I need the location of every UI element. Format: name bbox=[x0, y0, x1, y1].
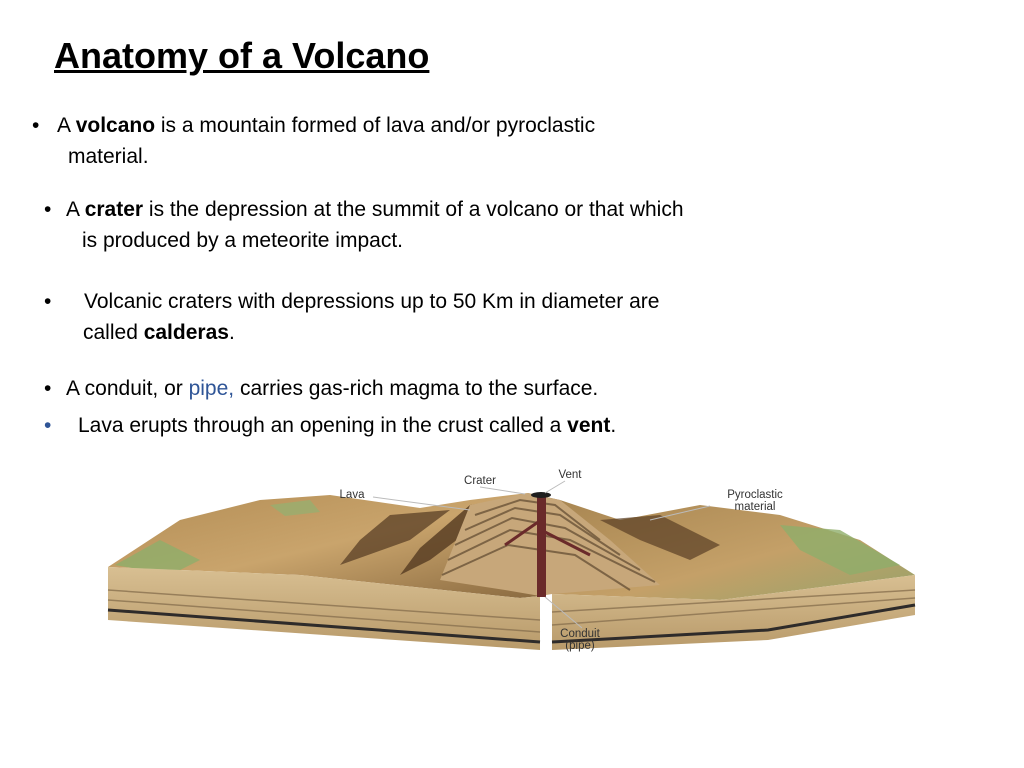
term-volcano: volcano bbox=[75, 114, 156, 137]
bullet-text: A conduit, or bbox=[66, 377, 189, 400]
bullet-text: . bbox=[610, 414, 617, 437]
conduit-pipe bbox=[537, 497, 546, 597]
page-title: Anatomy of a Volcano bbox=[54, 35, 430, 76]
term-crater: crater bbox=[84, 198, 144, 221]
bullet-text: A bbox=[66, 198, 85, 221]
term-pipe: pipe, bbox=[188, 377, 235, 400]
term-calderas: calderas bbox=[143, 321, 229, 344]
bullet-text: is a mountain formed of lava and/or pyroclastic bbox=[155, 114, 596, 137]
bullet-text-continued: is produced by a meteorite impact. bbox=[82, 229, 403, 252]
bullet-marker: • bbox=[44, 377, 52, 400]
label-vent: Vent bbox=[558, 469, 582, 481]
bullet-text: . bbox=[228, 321, 235, 344]
vent-opening bbox=[531, 492, 551, 498]
bullet-marker: • bbox=[44, 290, 52, 313]
bullet-marker: • bbox=[32, 114, 40, 137]
label-pyroclastic-line1: Pyroclastic bbox=[727, 489, 783, 501]
bullet-text: Lava erupts through an opening in the crust called a bbox=[78, 414, 568, 437]
bullet-text-continued: material. bbox=[68, 145, 149, 168]
bullet-marker: • bbox=[44, 414, 52, 437]
bullet-text: Volcanic craters with depressions up to 50 Km in diameter are bbox=[84, 290, 660, 313]
bullet-text: called bbox=[83, 321, 144, 344]
label-conduit-line2: (pipe) bbox=[565, 640, 595, 652]
label-lava: Lava bbox=[339, 489, 365, 501]
bullet-text: A bbox=[57, 114, 76, 137]
bullet-text: is the depression at the summit of a volcano or that which bbox=[143, 198, 684, 221]
label-conduit-line1: Conduit bbox=[560, 628, 600, 640]
label-pyroclastic-line2: material bbox=[734, 501, 776, 513]
label-crater: Crater bbox=[464, 475, 496, 487]
bullet-text: carries gas-rich magma to the surface. bbox=[234, 377, 599, 400]
bullet-marker: • bbox=[44, 198, 52, 221]
term-vent: vent bbox=[567, 414, 611, 437]
